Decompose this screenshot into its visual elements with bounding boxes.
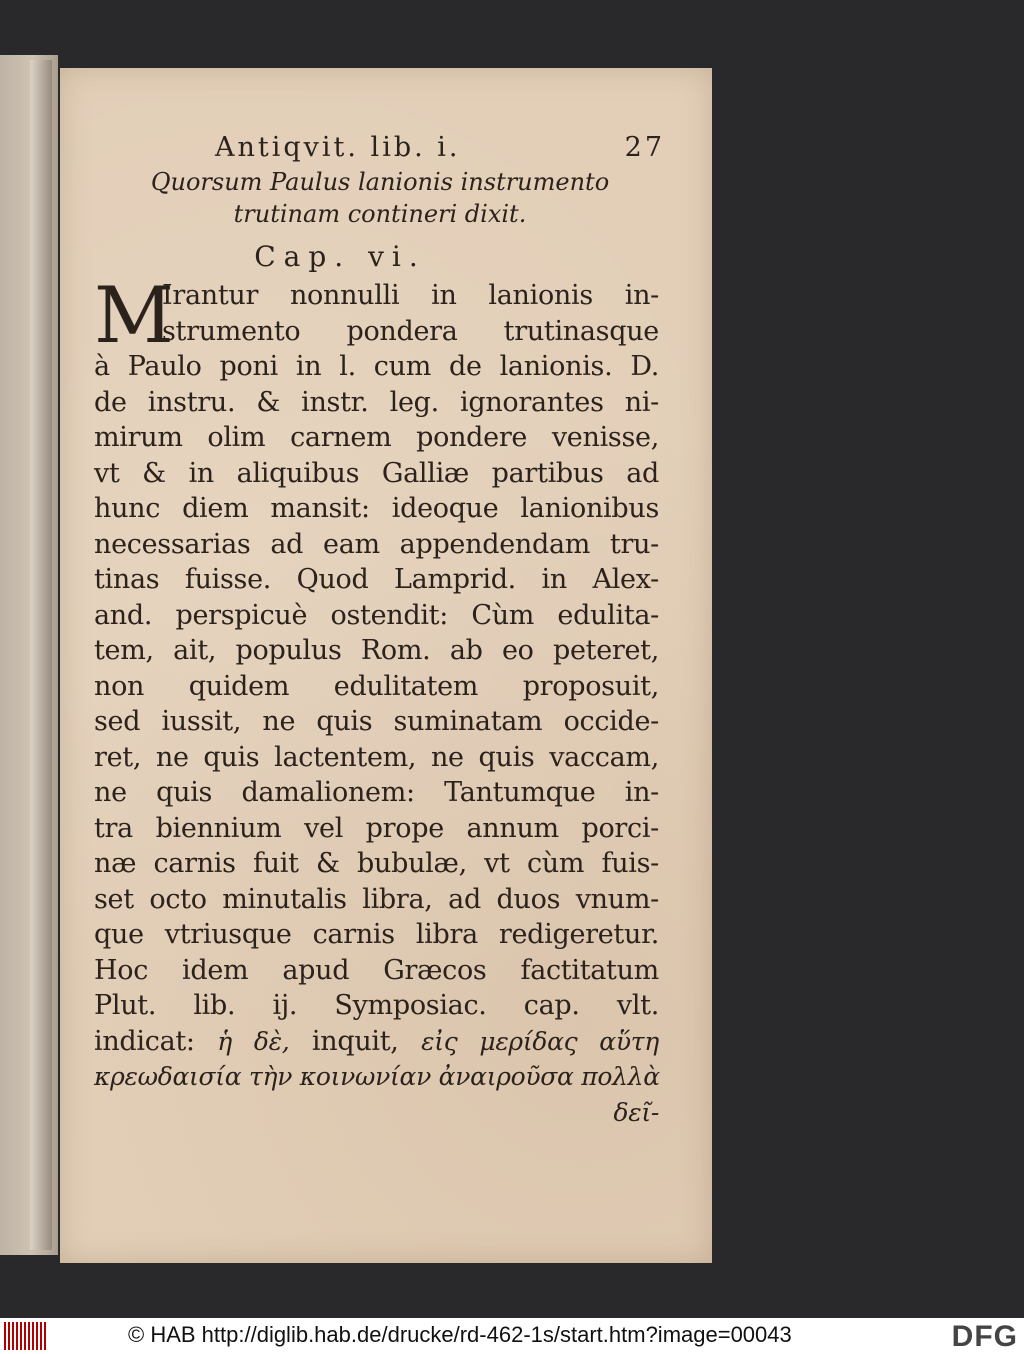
footer-bar	[0, 1318, 1024, 1354]
text-line: set octo minutalis libra, ad duos vnum-	[94, 883, 659, 915]
text-line: de instru. & instr. leg. ignorantes ni-	[94, 386, 659, 418]
text-line: Hoc idem apud Græcos factitatum	[94, 954, 659, 986]
text-line: tem, ait, populus Rom. ab eo peteret,	[94, 635, 659, 666]
text-line: sed iussit, ne quis suminatam occide-	[94, 706, 659, 737]
text-line: mirum olim carnem pondere venisse,	[94, 422, 659, 453]
text-line: strumento pondera trutinasque	[162, 315, 659, 347]
chapter-heading: Cap. vi.	[254, 240, 426, 273]
greek-phrase: εἰς μερίδας αὕτη	[421, 1026, 659, 1056]
book-page	[60, 68, 712, 1263]
drop-cap: M	[94, 271, 174, 361]
running-head-title: Antiqvit. lib. i.	[215, 132, 461, 163]
catchword: δεῖ-	[613, 1097, 659, 1127]
text-line: à Paulo poni in l. cum de lanionis. D.	[94, 351, 659, 382]
page-fold-shadow	[30, 60, 52, 1250]
text-line: and. perspicuè ostendit: Cùm edulita-	[94, 599, 659, 631]
text-line: vt & in aliquibus Galliæ partibus ad	[94, 457, 659, 489]
hab-logo	[4, 1322, 46, 1350]
text-line: hunc diem mansit: ideoque lanionibus	[94, 493, 659, 524]
text-line: næ carnis fuit & bubulæ, vt cùm fuis-	[94, 848, 659, 879]
text-line: ret, ne quis lactentem, ne quis vaccam,	[94, 741, 659, 773]
latin-word: indicat:	[94, 1025, 195, 1057]
text-line: que vtriusque carnis libra redigeretur.	[94, 919, 659, 950]
text-line: non quidem edulitatem proposuit,	[94, 670, 659, 702]
body-text	[94, 271, 660, 1130]
dfg-logo: DFG	[951, 1320, 1018, 1353]
text-line: Irantur nonnulli in lanionis in-	[162, 280, 659, 311]
text-line: ne quis damalionem: Tantumque in-	[94, 777, 659, 808]
mixed-language-line	[94, 1024, 659, 1060]
text-line: necessarias ad eam appendendam tru-	[94, 528, 659, 560]
text-line: tinas fuisse. Quod Lamprid. in Alex-	[94, 564, 659, 595]
copyright-link[interactable]: © HAB http://diglib.hab.de/drucke/rd-462-1s/start.htm?image=00043	[128, 1322, 792, 1347]
latin-word: inquit,	[311, 1025, 399, 1057]
greek-phrase: ἡ δὲ,	[217, 1026, 290, 1056]
chapter-summary: Quorsum Paulus lanionis instrumento trutinam contineri dixit.	[150, 168, 610, 228]
text-line: tra biennium vel prope annum porci-	[94, 812, 659, 844]
page-number: 27	[624, 132, 665, 163]
text-line: Plut. lib. ij. Symposiac. cap. vlt.	[94, 990, 659, 1021]
greek-line: κρεωδαισία τὴν κοινωνίαν ἀναιροῦσα πολλὰ	[94, 1062, 660, 1091]
